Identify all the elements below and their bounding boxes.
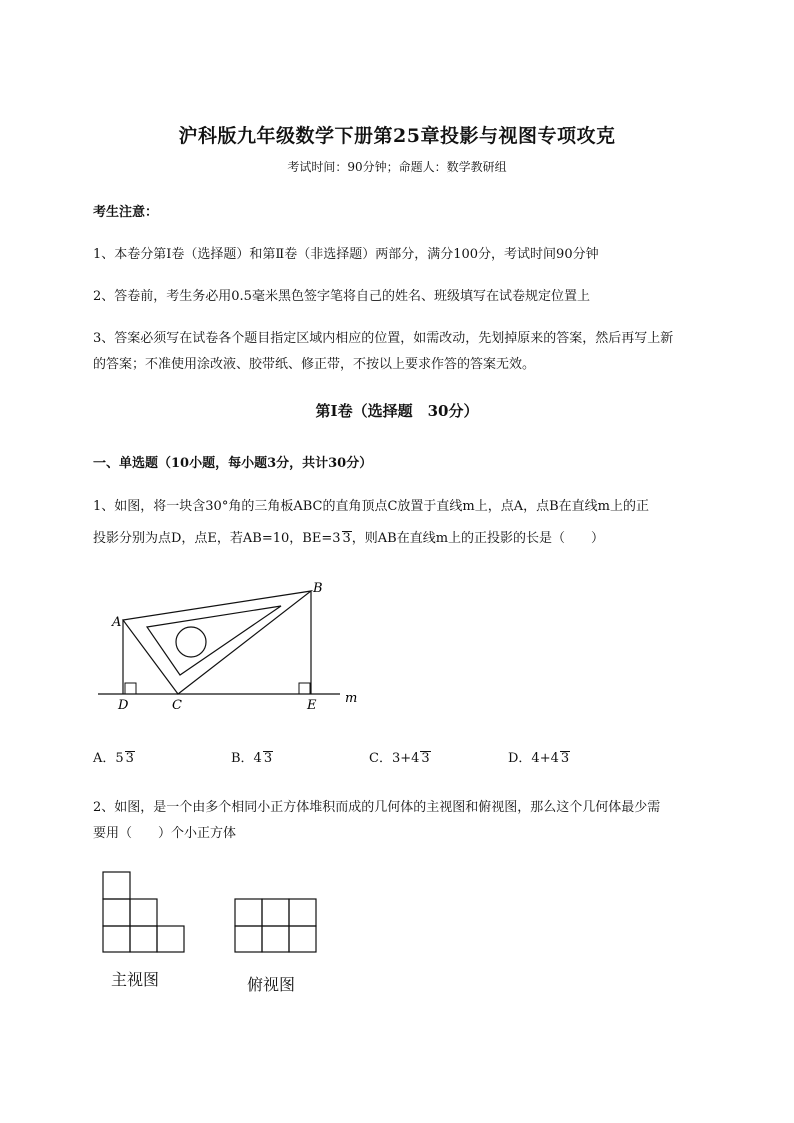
front-view-grid xyxy=(103,872,184,952)
label-m: m xyxy=(345,691,358,706)
label-a: A xyxy=(112,615,122,630)
label-c: C xyxy=(172,698,182,713)
choice-a[interactable] xyxy=(93,747,135,766)
front-view-label: 主视图 xyxy=(111,970,160,989)
right-angle-d xyxy=(125,683,136,694)
choice-d[interactable] xyxy=(508,747,570,766)
section-title: 第I卷（选择题 30分） xyxy=(315,402,479,420)
page-title: 沪科版九年级数学下册第25章投影与视图专项攻克 xyxy=(178,125,616,147)
notice-item: 的答案；不准使用涂改液、胶带纸、修正带，不按以上要求作答的答案无效。 xyxy=(93,357,536,372)
notice-item: 2、答卷前，考生务必用0.5毫米黑色签字笔将自己的姓名、班级填写在试卷规定位置上 xyxy=(93,289,590,304)
choice-text: A．5 xyxy=(93,751,124,766)
question-2-text: 2、如图，是一个由多个相同小正方体堆积而成的几何体的主视图和俯视图，那么这个几何体最少需 xyxy=(93,800,661,815)
choice-text: D．4+4 xyxy=(508,751,559,766)
question-1-text-part: 投影分别为点D，点E，若AB=10，BE=3 xyxy=(93,531,341,546)
sqrt-radicand: 3 xyxy=(560,751,570,766)
label-b: B xyxy=(313,581,323,596)
triangle-inner xyxy=(147,606,281,675)
question-1-text-part: ，则AB在直线m上的正投影的长是（ ） xyxy=(351,531,605,546)
choice-text: B．4 xyxy=(231,751,262,766)
right-angle-e xyxy=(299,683,310,694)
sqrt-radicand: 3 xyxy=(125,751,134,766)
notice-item: 3、答案必须写在试卷各个题目指定区域内相应的位置，如需改动，先划掉原来的答案，然后再写上新 xyxy=(93,331,674,346)
question-1-text: 1、如图，将一块含30°角的三角板ABC的直角顶点C放置于直线m上，点A，点B在直线m上的正 xyxy=(93,499,649,514)
question-2-text-line2: 要用（ ）个小正方体 xyxy=(93,826,237,841)
label-d: D xyxy=(118,698,129,713)
choice-b[interactable] xyxy=(231,747,273,766)
sqrt-radicand: 3 xyxy=(421,751,430,766)
page-subtitle: 考试时间：90分钟；命题人：数学教研组 xyxy=(287,160,507,174)
sqrt-radicand: 3 xyxy=(342,531,351,546)
notice-item: 1、本卷分第I卷（选择题）和第Ⅱ卷（非选择题）两部分，满分100分，考试时间90分钟 xyxy=(93,247,599,262)
label-e: E xyxy=(307,698,317,713)
choice-c[interactable] xyxy=(369,747,431,766)
top-view-grid xyxy=(235,899,316,952)
triangle-hole xyxy=(176,627,206,657)
triangle-abc xyxy=(123,591,311,694)
choice-text: C．3+4 xyxy=(369,751,420,766)
sqrt-radicand: 3 xyxy=(263,751,273,766)
part-title: 一、单选题（10小题，每小题3分，共计30分） xyxy=(93,456,373,471)
top-view-label: 俯视图 xyxy=(247,975,296,994)
notice-heading: 考生注意： xyxy=(93,205,159,220)
